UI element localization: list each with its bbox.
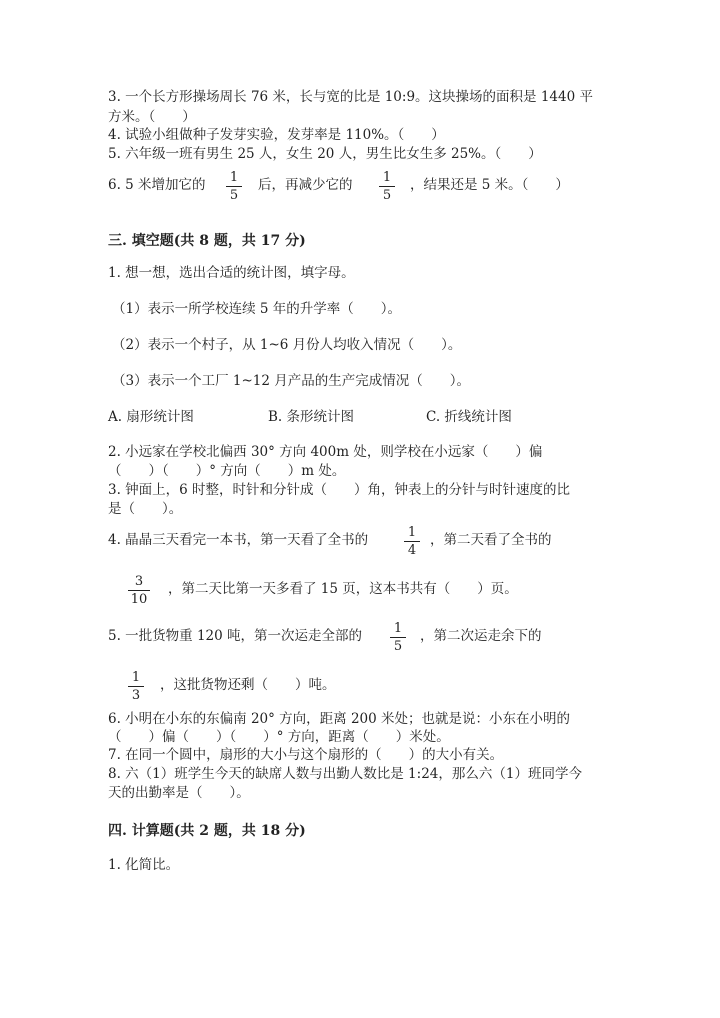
fill-q1-sub2: （2）表示一个村子，从 1~6 月份人均收入情况（ ）。 [112,337,462,353]
fill-q6-line1: 6. 小明在小东的东偏南 20° 方向，距离 200 米处；也就是说：小东在小明的 [108,711,571,727]
fill-q3-line2: 是（ ）。 [108,501,183,517]
judge-q6-fraction-1 [225,170,243,203]
judge-q3-line2: 方米。（ ） [108,109,196,125]
fraction-denominator: 3 [131,688,141,703]
fraction-numerator: 1 [393,621,403,636]
judge-q4: 4. 试验小组做种子发芽实验，发芽率是 110%。（ ） [108,127,445,143]
judge-q3-line1: 3. 一个长方形操场周长 76 米，长与宽的比是 10:9。这块操场的面积是 1440 平 [108,89,593,105]
fraction-numerator: 1 [229,170,239,185]
fill-q5-part1: 5. 一批货物重 120 吨，第一次运走全部的 [108,628,363,644]
fraction-bar [404,541,420,542]
fraction-bar [128,590,150,591]
fraction-bar [128,686,144,687]
fill-q5-part2: ，第二次运走余下的 [420,628,542,644]
fill-q8-line2: 天的出勤率是（ ）。 [108,785,250,801]
fraction-numerator: 1 [131,670,141,685]
fraction-bar [226,186,242,187]
fraction-denominator: 5 [229,188,239,203]
option-b: B. 条形统计图 [268,409,355,425]
fraction-numerator: 3 [134,574,144,589]
fill-q5-fraction-1 [389,621,407,654]
fill-q4-part1: 4. 晶晶三天看完一本书，第一天看了全书的 [108,532,369,548]
fraction-denominator: 4 [407,543,417,558]
fraction-bar [390,637,406,638]
fill-q6-line2: （ ）偏（ ）（ ）° 方向，距离（ ）米处。 [108,729,450,745]
judge-q5: 5. 六年级一班有男生 25 人，女生 20 人，男生比女生多 25%。（ ） [108,146,542,162]
judge-q6-part3: ，结果还是 5 米。（ ） [410,177,569,193]
fraction-denominator: 10 [130,592,148,607]
calc-q1: 1. 化简比。 [108,857,180,873]
section3-heading: 三. 填空题(共 8 题，共 17 分) [108,233,306,249]
fill-q4-part3: ，第二天比第一天多看了 15 页，这本书共有（ ）页。 [168,581,518,597]
fraction-numerator: 1 [407,525,417,540]
fraction-bar [379,186,395,187]
judge-q6-part1: 6. 5 米增加它的 [108,177,206,193]
judge-q6-part2: 后，再减少它的 [258,177,353,193]
fill-q4-fraction-2 [127,574,151,607]
fill-q8-line1: 8. 六（1）班学生今天的缺席人数与出勤人数比是 1:24，那么六（1）班同学今 [108,766,582,782]
fill-q4-part2: ，第二天看了全书的 [430,532,552,548]
option-c: C. 折线统计图 [426,409,512,425]
fill-q1-sub3: （3）表示一个工厂 1~12 月产品的生产完成情况（ ）。 [112,373,470,389]
section4-heading: 四. 计算题(共 2 题，共 18 分) [108,823,306,839]
fill-q3-line1: 3. 钟面上，6 时整，时针和分针成（ ）角，钟表上的分针与时针速度的比 [108,482,571,498]
fill-q7: 7. 在同一个圆中，扇形的大小与这个扇形的（ ）的大小有关。 [108,747,504,763]
fill-q1: 1. 想一想，选出合适的统计图，填字母。 [108,265,355,281]
fill-q1-sub1: （1）表示一所学校连续 5 年的升学率（ ）。 [112,301,402,317]
fill-q2-line2: （ ）（ ）° 方向（ ）m 处。 [108,463,346,479]
fill-q5-part3: ，这批货物还剩（ ）吨。 [160,677,336,693]
fraction-denominator: 5 [382,188,392,203]
fill-q4-fraction-1 [403,525,421,558]
option-a: A. 扇形统计图 [108,409,194,425]
fraction-numerator: 1 [382,170,392,185]
judge-q6-fraction-2 [378,170,396,203]
fill-q5-fraction-2 [127,670,145,703]
fill-q2-line1: 2. 小远家在学校北偏西 30° 方向 400m 处，则学校在小远家（ ）偏 [108,444,543,460]
fraction-denominator: 5 [393,639,403,654]
